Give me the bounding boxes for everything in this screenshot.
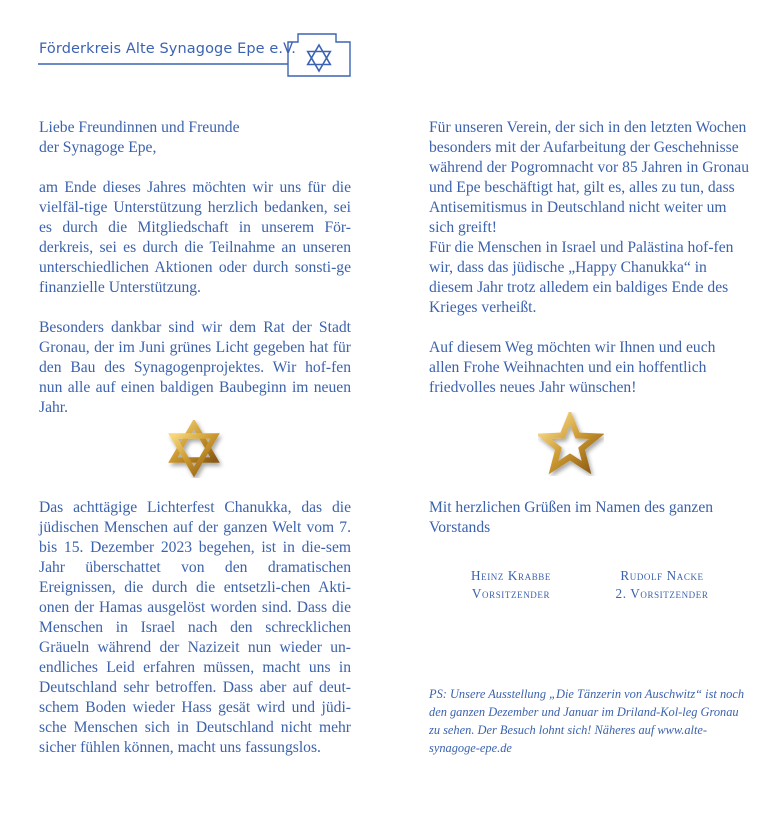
left-paragraph-1 <box>39 178 351 298</box>
gold-star-icon <box>538 412 604 476</box>
organization-name: Förderkreis Alte Synagoge Epe e.V. <box>39 41 296 57</box>
greeting <box>39 118 351 158</box>
right-paragraph-1 <box>429 118 749 318</box>
signature-1-role: Vorsitzender <box>471 586 551 601</box>
right-paragraph-1-text: Für unseren Verein, der sich in den letzten Wochen besonders mit der Aufarbeitung der Geschehnisse während der Pogromnacht vor 85 Jahren in Gronau und Epe beschäftigt hat, gilt es, alles zu tun, dass Antisemitismus in Deutschland nicht weiter um sich greift! <box>429 119 750 236</box>
signature-1-name: Heinz Krabbe <box>470 568 552 583</box>
left-paragraph-1-text: am Ende dieses Jahres möchten wir uns für die vielfäl-tige Unterstützung herzlich bedanken, sei es durch die Mitgliedschaft in unserem För-derkreis, sei es durch die Teilnahme an unseren unterschiedlichen Aktionen oder durch sonsti-ge finanzielle Unterstützung. <box>39 179 351 296</box>
signature-2 <box>592 567 732 603</box>
left-paragraph-3-text: Das achttägige Lichterfest Chanukka, das die jüdischen Menschen auf der ganzen Welt vom 7. bis 15. Dezember 2023 begehen, ist in die-sem Jahr überschattet von den dramatischen Ereignissen, die durch die entsetzli-chen Akti-onen der Hamas ausgelöst worden sind. Dass die Menschen in Israel nach den schrecklichen Gräueln während der Nazizeit nun wieder un-endliches Leid erfahren müssen, macht uns in Deutschland sehr betroffen. Dass aber auf deut-schem Boden wieder Hass gesät wird und jüdi-sche Menschen sich in Deutschland nicht mehr sicher fühlen können, macht uns fassungslos. <box>39 499 351 756</box>
right-paragraph-2-text: Auf diesem Weg möchten wir Ihnen und euch allen Frohe Weihnachten und ein hoffentlich friedvolles neues Jahr wünschen! <box>429 339 716 396</box>
header-logo <box>38 30 354 78</box>
left-paragraph-2 <box>39 318 351 418</box>
closing-greeting <box>429 498 749 538</box>
postscript: PS: Unsere Ausstellung „Die Tänzerin von Auschwitz“ ist noch den ganzen Dezember und Januar im Driland-Kol-leg Gronau zu sehen. Der Besuch lohnt sich! Näheres auf www.alte-synagoge-epe.de <box>429 687 745 755</box>
greeting-line-2: der Synagoge Epe, <box>39 139 157 156</box>
closing-greeting-text: Mit herzlichen Grüßen im Namen des ganzen Vorstands <box>429 499 714 536</box>
signature-1 <box>450 567 572 603</box>
left-paragraph-3 <box>39 498 351 758</box>
right-paragraph-2 <box>429 338 749 398</box>
right-paragraph-1b-text: Für die Menschen in Israel und Palästina hof-fen wir, dass das jüdische „Happy Chanukka“ in diesem Jahr trotz alledem ein baldiges Ende des Krieges verheißt. <box>429 239 734 316</box>
left-paragraph-2-text: Besonders dankbar sind wir dem Rat der Stadt Gronau, der im Juni grünes Licht gegeben hat für den Bau des Synagogenprojektes. Wir hof-fen nun alle auf einen baldigen Baubeginn im neuen Jahr. <box>39 319 351 416</box>
star-of-david-icon <box>308 45 331 71</box>
signature-2-role: 2. Vorsitzender <box>615 586 709 601</box>
greeting-line-1: Liebe Freundinnen und Freunde <box>39 119 240 136</box>
gold-star-of-david-icon <box>165 420 225 478</box>
signature-2-name: Rudolf Nacke <box>620 568 704 583</box>
